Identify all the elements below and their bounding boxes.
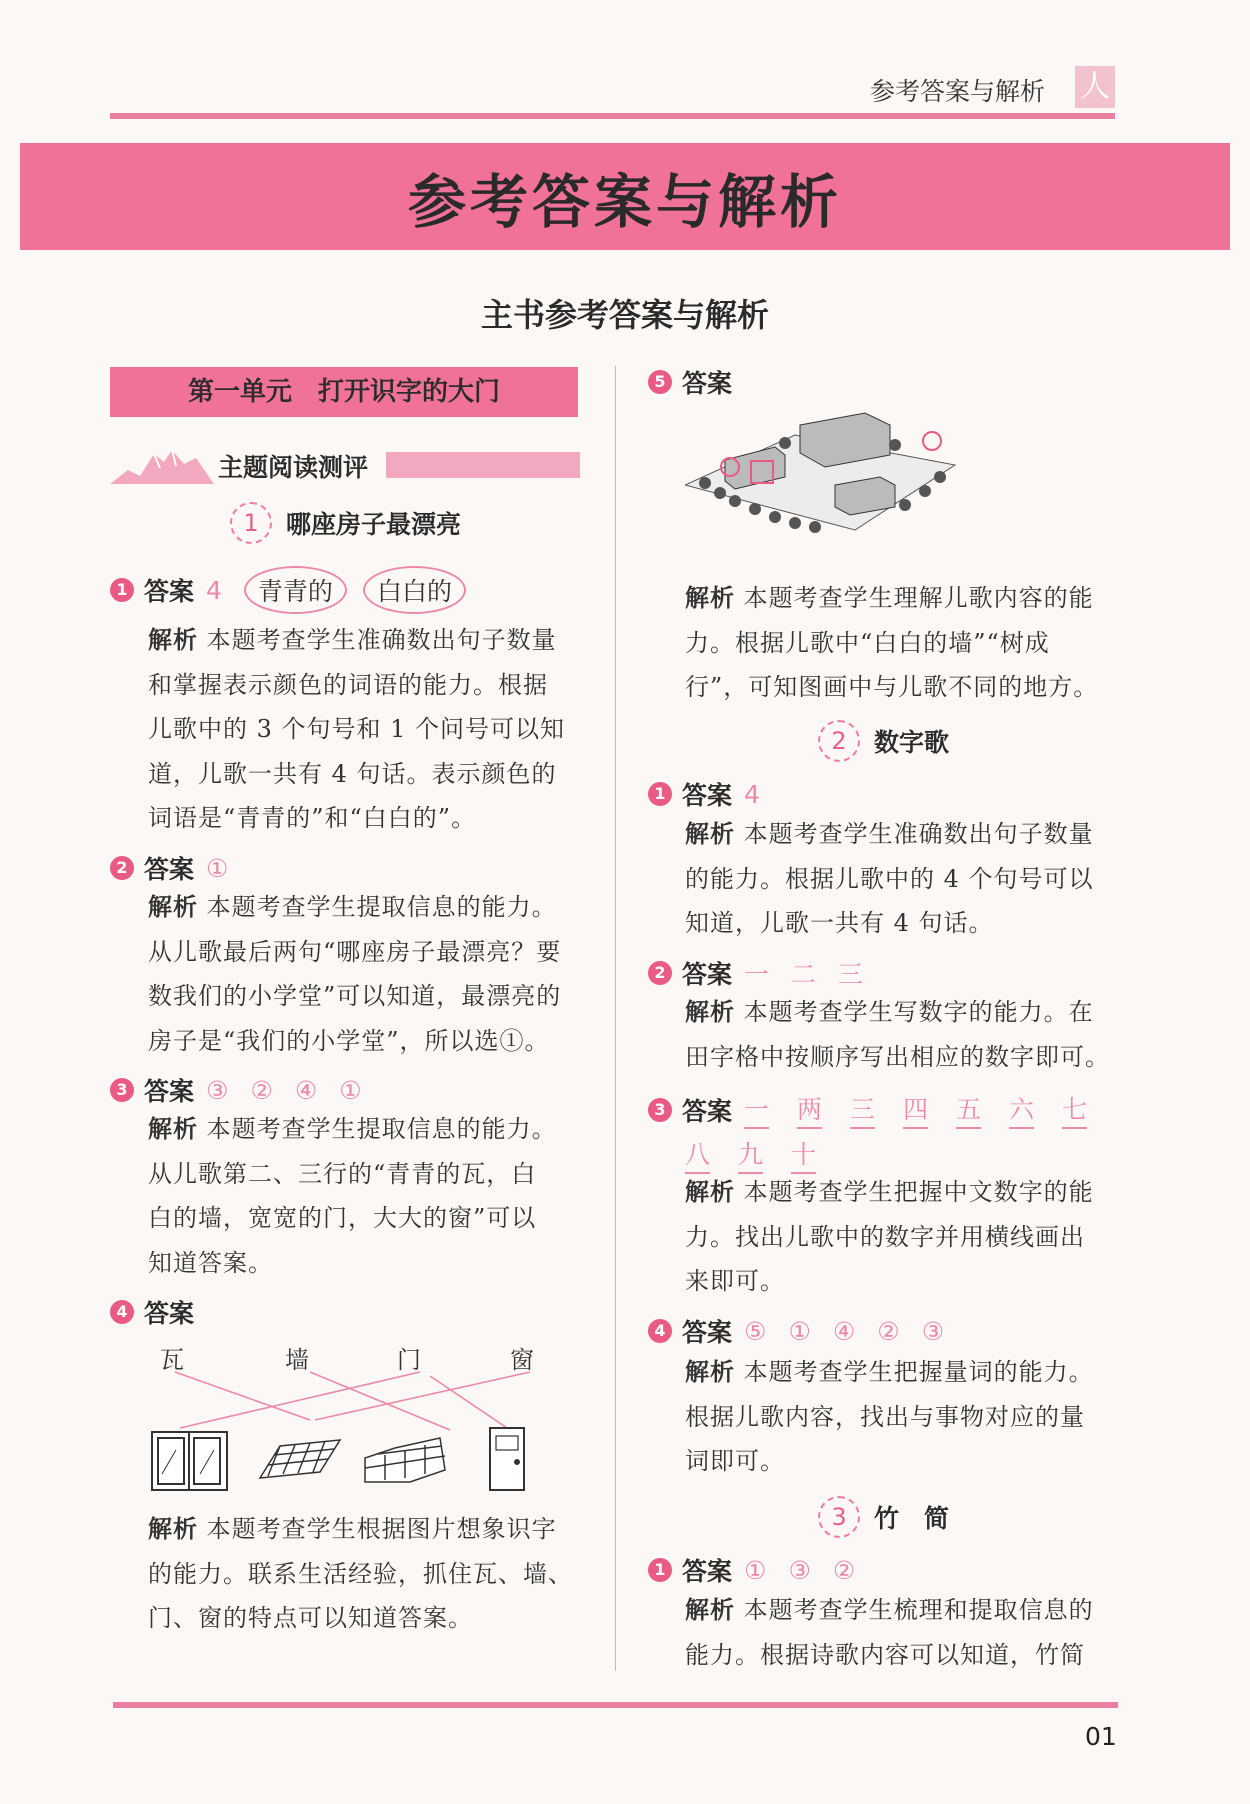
- answer-label: 答案: [682, 1096, 733, 1126]
- mountain-icon: [110, 444, 214, 484]
- answer-value: ①: [206, 853, 229, 883]
- question-number: 2: [648, 961, 672, 985]
- lesson-heading-1: [230, 502, 461, 544]
- analysis-text: 田字格中按顺序写出相应的数字即可。: [685, 1042, 1110, 1071]
- answer-line-s3q1: [648, 1552, 877, 1588]
- page-title: 参考答案与解析: [407, 167, 842, 236]
- lesson-title: 数字歌: [874, 728, 950, 757]
- analysis-s2q1: [685, 812, 1125, 946]
- analysis-text: 力。找出儿歌中的数字并用横线画出: [685, 1222, 1085, 1251]
- answer-value: ④: [294, 1075, 318, 1105]
- question-number: 4: [110, 1300, 134, 1324]
- answer-value: 三: [850, 1090, 875, 1129]
- answer-value: 二: [791, 960, 817, 989]
- section-subtitle: 主书参考答案与解析: [480, 296, 769, 334]
- answer-value: ③: [206, 1075, 229, 1105]
- answer-value: 两: [797, 1090, 822, 1129]
- analysis-text: 词即可。: [685, 1447, 785, 1475]
- answer-value: ④: [832, 1316, 856, 1346]
- answer-label: 答案: [144, 577, 195, 606]
- lesson-number: 3: [818, 1496, 860, 1538]
- analysis-q3: [148, 1107, 588, 1285]
- door-icon: [490, 1428, 524, 1490]
- match-word: 窗: [510, 1346, 534, 1374]
- unit-title: 第一单元 打开识字的大门: [110, 367, 578, 417]
- footer-rule: [113, 1702, 1118, 1708]
- answer-line-q3: [110, 1072, 384, 1108]
- analysis-label: 解析: [148, 626, 198, 654]
- running-header: 参考答案与解析: [870, 77, 1046, 106]
- analysis-q2: [148, 885, 588, 1063]
- theme-label: 主题阅读测评: [218, 453, 369, 482]
- analysis-text: 本题考查学生把握量词的能力。: [743, 1358, 1094, 1386]
- analysis-text: 本题考查学生梳理和提取信息的: [743, 1596, 1094, 1624]
- analysis-text: 和掌握表示颜色的词语的能力。根据: [148, 670, 548, 699]
- analysis-label: 解析: [685, 1358, 735, 1386]
- analysis-text: 行”，可知图画中与儿歌不同的地方。: [685, 673, 1099, 701]
- lesson-heading-2: [818, 720, 949, 762]
- answer-value: ③: [788, 1555, 811, 1585]
- analysis-text: 知道答案。: [148, 1248, 273, 1277]
- analysis-text: 儿歌中的 3 个句号和 1 个问号可以知: [148, 715, 566, 743]
- analysis-text: 力。根据儿歌中“白白的墙”“树成: [685, 628, 1050, 657]
- answer-value: 四: [903, 1090, 928, 1129]
- question-number: 3: [648, 1098, 672, 1122]
- match-word: 瓦: [160, 1346, 184, 1374]
- analysis-text: 的能力。根据儿歌中的 4 个句号可以: [685, 864, 1094, 893]
- answer-line-q2: [110, 850, 250, 886]
- roof-tile-icon: [260, 1440, 340, 1478]
- question-number: 1: [110, 578, 134, 602]
- answer-value: 七: [1062, 1090, 1087, 1129]
- lesson-heading-3: [818, 1496, 949, 1538]
- title-banner: [20, 143, 1230, 250]
- lesson-number: 2: [818, 720, 860, 762]
- analysis-q4: [148, 1507, 588, 1641]
- header-rule: [110, 113, 1115, 119]
- theme-bar: [386, 452, 580, 478]
- theme-heading: [110, 444, 580, 484]
- analysis-label: 解析: [685, 1178, 735, 1206]
- analysis-q1: [148, 618, 588, 841]
- analysis-text: 本题考查学生写数字的能力。在: [743, 998, 1094, 1026]
- answer-line-q4: [110, 1294, 206, 1330]
- analysis-label: 解析: [685, 998, 735, 1026]
- analysis-s2q3: [685, 1170, 1125, 1304]
- question-number: 3: [110, 1078, 134, 1102]
- analysis-label: 解析: [685, 584, 735, 612]
- analysis-text: 道，儿歌一共有 4 句话。表示颜色的: [148, 759, 557, 788]
- analysis-s2q2: [685, 990, 1125, 1079]
- analysis-text: 本题考查学生理解儿歌内容的能: [743, 584, 1094, 612]
- analysis-text: 房子是“我们的小学堂”，所以选①。: [148, 1026, 550, 1055]
- answer-line-s2q3: [648, 1090, 1115, 1129]
- analysis-text: 本题考查学生提取信息的能力。: [206, 1115, 557, 1143]
- analysis-s2q4: [685, 1350, 1125, 1484]
- answer-label: 答案: [144, 1077, 195, 1106]
- analysis-text: 本题考查学生根据图片想象识字: [206, 1515, 557, 1543]
- answer-line-s2q4: [648, 1313, 966, 1349]
- analysis-text: 来即可。: [685, 1267, 785, 1295]
- analysis-text: 的能力。联系生活经验，抓住瓦、墙、: [148, 1559, 573, 1588]
- answer-value: ①: [339, 1075, 362, 1105]
- analysis-q5: [685, 576, 1125, 710]
- question-number: 1: [648, 782, 672, 806]
- analysis-text: 词语是“青青的”和“白白的”。: [148, 804, 477, 832]
- column-divider: [615, 366, 616, 1671]
- analysis-text: 能力。根据诗歌内容可以知道，竹简: [685, 1640, 1085, 1669]
- answer-value: ②: [250, 1075, 273, 1105]
- answer-label: 答案: [682, 369, 733, 398]
- answer-oval: 青青的: [244, 566, 347, 614]
- page-number: 01: [1085, 1722, 1117, 1751]
- question-number: 5: [648, 370, 672, 394]
- answer-line-s2q2: [648, 955, 885, 991]
- answer-oval: 白白的: [363, 566, 466, 614]
- answer-value: ②: [877, 1316, 900, 1346]
- answer-label: 答案: [144, 855, 195, 884]
- analysis-text: 本题考查学生提取信息的能力。: [206, 893, 557, 921]
- analysis-text: 本题考查学生把握中文数字的能: [743, 1178, 1094, 1206]
- answer-line-s2q1: [648, 776, 782, 812]
- analysis-label: 解析: [148, 1515, 198, 1543]
- answer-value: ②: [832, 1555, 856, 1585]
- lesson-number: 1: [230, 502, 272, 544]
- campus-illustration: [685, 405, 960, 545]
- answer-label: 答案: [144, 1299, 195, 1328]
- question-number: 2: [110, 856, 134, 880]
- analysis-text: 数我们的小学堂”可以知道，最漂亮的: [148, 982, 562, 1010]
- match-word: 门: [397, 1346, 421, 1374]
- question-number: 1: [648, 1558, 672, 1582]
- answer-label: 答案: [682, 781, 733, 810]
- answer-line-s2q3-row2: [685, 1135, 844, 1174]
- answer-value: ①: [788, 1316, 811, 1346]
- lesson-title: 竹 简: [874, 1504, 950, 1533]
- answer-value: 4: [206, 575, 222, 605]
- analysis-label: 解析: [685, 1596, 735, 1624]
- analysis-text: 从儿歌第二、三行的“青青的瓦，白: [148, 1159, 537, 1188]
- analysis-label: 解析: [685, 820, 735, 848]
- analysis-text: 知道，儿歌一共有 4 句话。: [685, 909, 994, 937]
- answer-value: 一: [744, 960, 770, 989]
- answer-value: ③: [921, 1316, 945, 1346]
- answer-value: 三: [838, 960, 864, 989]
- grade-badge: 人: [1075, 66, 1115, 108]
- answer-value: ①: [744, 1555, 767, 1585]
- answer-label: 答案: [682, 1557, 733, 1586]
- answer-value: 五: [956, 1090, 981, 1129]
- answer-label: 答案: [682, 960, 733, 989]
- analysis-text: 根据儿歌内容，找出与事物对应的量: [685, 1402, 1085, 1431]
- answer-line-q5: [648, 364, 744, 400]
- analysis-text: 白的墙，宽宽的门，大大的窗”可以: [148, 1204, 537, 1232]
- analysis-label: 解析: [148, 893, 198, 921]
- analysis-text: 门、窗的特点可以知道答案。: [148, 1604, 473, 1632]
- answer-label: 答案: [682, 1318, 733, 1347]
- analysis-text: 本题考查学生准确数出句子数量: [743, 820, 1094, 848]
- analysis-text: 本题考查学生准确数出句子数量: [206, 626, 557, 654]
- answer-value: 八: [685, 1135, 710, 1174]
- answer-value: 九: [738, 1135, 763, 1174]
- answer-value: 六: [1009, 1090, 1034, 1129]
- lesson-title: 哪座房子最漂亮: [286, 510, 462, 539]
- answer-value: 4: [744, 779, 760, 809]
- analysis-s3q1: [685, 1588, 1125, 1677]
- analysis-label: 解析: [148, 1115, 198, 1143]
- difference-mark: [923, 432, 941, 450]
- question-number: 4: [648, 1319, 672, 1343]
- answer-value: ⑤: [744, 1316, 767, 1346]
- answer-value: 十: [791, 1135, 816, 1174]
- answer-value: 一: [744, 1090, 769, 1129]
- answer-line-q1: [110, 566, 482, 614]
- analysis-text: 从儿歌最后两句“哪座房子最漂亮？要: [148, 937, 562, 966]
- match-word: 墙: [285, 1346, 309, 1374]
- match-lines: [175, 1372, 530, 1430]
- matching-diagram: [140, 1370, 580, 1495]
- window-icon: [152, 1432, 227, 1490]
- brick-wall-icon: [365, 1438, 445, 1482]
